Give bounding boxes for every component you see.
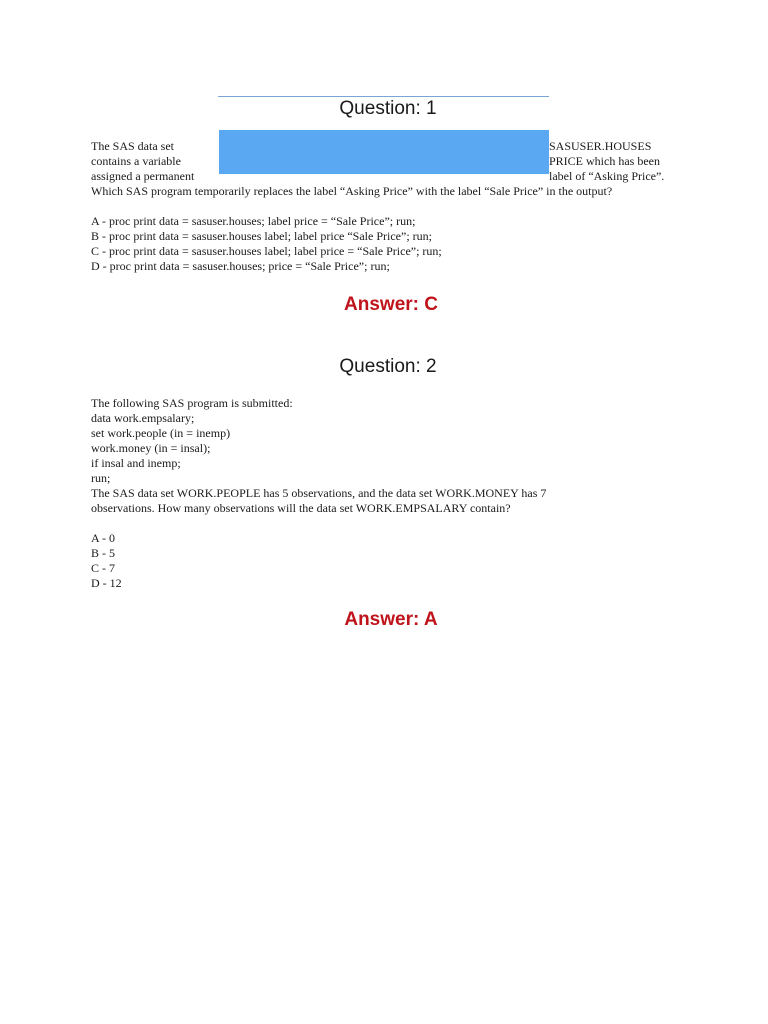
- q1-option-b: B - proc print data = sasuser.houses label; label price “Sale Price”; run;: [91, 229, 432, 243]
- q1-intro-left-2: contains a variable: [91, 154, 181, 168]
- q2-answer: Answer: A: [344, 609, 438, 630]
- q2-option-b: B - 5: [91, 546, 115, 560]
- q1-intro-right-2: PRICE which has been: [549, 154, 660, 168]
- header-rule: [218, 96, 549, 97]
- q2-line-4: work.money (in = insal);: [91, 441, 211, 455]
- q2-line-6: run;: [91, 471, 111, 485]
- q1-intro-left-1: The SAS data set: [91, 139, 174, 153]
- q2-line-1: The following SAS program is submitted:: [91, 396, 293, 410]
- q1-intro-right-1: SASUSER.HOUSES: [549, 139, 652, 153]
- q2-line-3: set work.people (in = inemp): [91, 426, 231, 440]
- redaction-block: [219, 130, 549, 174]
- q1-intro-left-3: assigned a permanent: [91, 169, 195, 183]
- question-2-title: Question: 2: [339, 356, 437, 377]
- q1-intro-right-3: label of “Asking Price”.: [549, 169, 665, 183]
- q2-line-7: The SAS data set WORK.PEOPLE has 5 observations, and the data set WORK.MONEY has 7: [91, 486, 547, 500]
- question-1-title: Question: 1: [339, 98, 437, 119]
- q2-line-2: data work.empsalary;: [91, 411, 195, 425]
- q2-line-5: if insal and inemp;: [91, 456, 181, 470]
- q2-option-c: C - 7: [91, 561, 115, 575]
- q1-answer: Answer: C: [344, 294, 438, 315]
- q1-option-a: A - proc print data = sasuser.houses; label price = “Sale Price”; run;: [91, 214, 416, 228]
- q1-question-line: Which SAS program temporarily replaces the label “Asking Price” with the label “Sale Price” in the output?: [91, 184, 613, 198]
- q2-option-d: D - 12: [91, 576, 122, 590]
- q2-option-a: A - 0: [91, 531, 115, 545]
- q2-line-8: observations. How many observations will the data set WORK.EMPSALARY contain?: [91, 501, 511, 515]
- q1-option-d: D - proc print data = sasuser.houses; price = “Sale Price”; run;: [91, 259, 390, 273]
- q1-option-c: C - proc print data = sasuser.houses label; label price = “Sale Price”; run;: [91, 244, 442, 258]
